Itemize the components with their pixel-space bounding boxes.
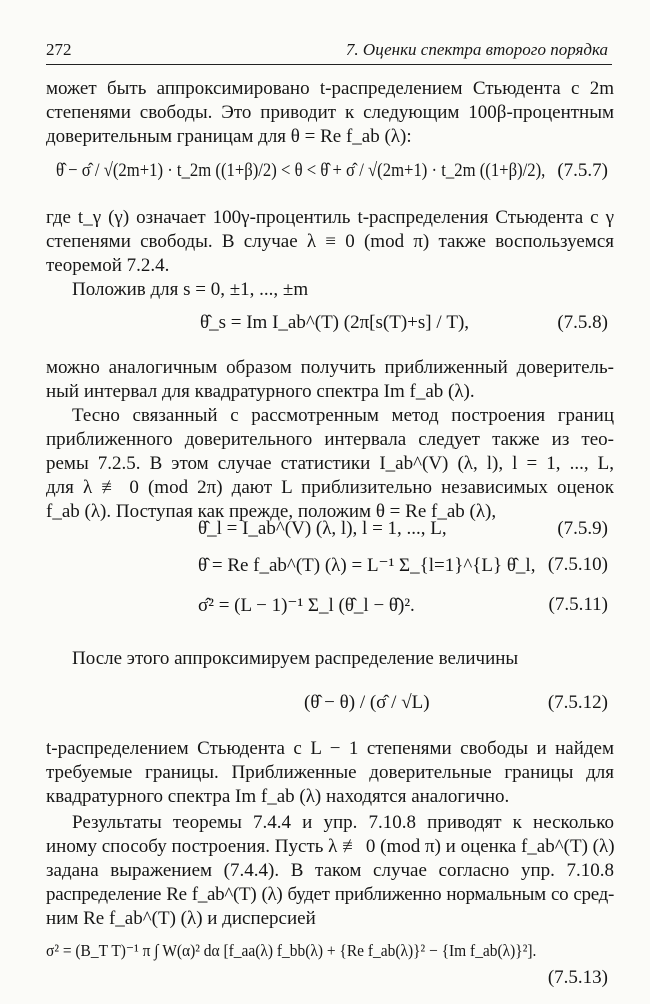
equation-7-5-11: [46, 588, 614, 628]
paragraph-5-line-5: f_ab (λ). Поступая как прежде, положим θ = Re f_ab (λ),: [46, 501, 497, 522]
paragraph-2-line-3: теоремой 7.2.4.: [46, 255, 170, 276]
equation-7-5-9: [46, 514, 614, 544]
paragraph-6-line-1: После этого аппроксимируем распределение величины: [72, 648, 519, 669]
paragraph-3-line-1: Положив для s = 0, ±1, ..., ±m: [72, 279, 309, 300]
paragraph-8-line-5: ним Re f_ab^(T) (λ) и дисперсией: [46, 908, 316, 929]
paragraph-5-line-2: приближенного доверительного интервала следует также из тео-: [46, 429, 614, 450]
paragraph-7-line-1: t-распределением Стьюдента с L − 1 степенями свободы и найдем: [46, 738, 614, 759]
running-title: 7. Оценки спектра второго порядка: [345, 40, 608, 59]
paragraph-8-line-2: иному способу построения. Пусть λ ≢ 0 (mod π) и оценка f_ab^(T) (λ): [46, 836, 615, 857]
paragraph-7-line-2: требуемые границы. Приближенные доверительные границы для: [46, 762, 614, 783]
equation-7-5-8: [46, 302, 614, 344]
paragraph-4-line-1: можно аналогичным образом получить приближенный доверитель-: [46, 357, 614, 378]
paragraph-2-line-1: где t_γ (γ) означает 100γ-процентиль t-распределения Стьюдента с γ: [46, 207, 614, 228]
equation-tag-7-5-11: (7.5.11): [548, 594, 608, 615]
equation-7-5-9-body: θ̂_l = I_ab^(V) (λ, l), l = 1, ..., L,: [198, 518, 447, 539]
equation-tag-7-5-7: (7.5.7): [557, 160, 608, 181]
equation-7-5-12: [46, 678, 614, 730]
paragraph-8-line-1: Результаты теоремы 7.4.4 и упр. 7.10.8 приводят к несколько: [72, 812, 614, 833]
equation-7-5-10-body: θ̂ = Re f_ab^(T) (λ) = L⁻¹ Σ_{l=1}^{L} θ̂_l,: [198, 555, 536, 576]
paragraph-7-line-3: квадратурного спектра Im f_ab (λ) находятся аналогично.: [46, 786, 510, 807]
paragraph-8-line-4: распределение Re f_ab^(T) (λ) будет приближенно нормальным со сред-: [46, 884, 614, 905]
equation-7-5-7-body: θ̂ − σ̂ / √(2m+1) · t_2m ((1+β)/2) < θ < θ̂ + σ̂ / √(2m+1) · t_2m ((1+β)/2),: [56, 160, 546, 181]
equation-7-5-8-body: θ̂_s = Im I_ab^(T) (2π[s(T)+s] / T),: [200, 312, 470, 333]
equation-7-5-7: [46, 150, 614, 200]
paragraph-1-line-2: степенями свободы. Это приводит к следующим 100β-процентным: [46, 102, 614, 123]
running-header: [46, 38, 612, 65]
equation-tag-7-5-13: (7.5.13): [547, 967, 608, 988]
equation-tag-7-5-12: (7.5.12): [547, 692, 608, 713]
equation-7-5-13: [46, 935, 614, 993]
equation-7-5-13-body: σ² = (B_T T)⁻¹ π ∫ W(α)² dα [f_aa(λ) f_bb(λ) + {Re f_ab(λ)}² − {Im f_ab(λ)}²].: [46, 941, 537, 960]
paragraph-8-line-3: задана выражением (7.4.4). В таком случае согласно упр. 7.10.8: [46, 860, 614, 881]
equation-7-5-11-body: σ̂² = (L − 1)⁻¹ Σ_l (θ̂_l − θ̂)².: [198, 595, 415, 616]
page-number: 272: [46, 40, 72, 59]
equation-7-5-10: [46, 544, 614, 588]
equation-7-5-12-body: (θ̂ − θ) / (σ̂ / √L): [304, 692, 430, 713]
equation-tag-7-5-8: (7.5.8): [557, 312, 608, 333]
equation-tag-7-5-9: (7.5.9): [557, 518, 608, 539]
paragraph-1-line-1: может быть аппроксимировано t-распределением Стьюдента с 2m: [46, 78, 614, 99]
paragraph-5-line-3: ремы 7.2.5. В этом случае статистики I_ab^(V) (λ, l), l = 1, ..., L,: [46, 453, 614, 474]
equation-tag-7-5-10: (7.5.10): [547, 554, 608, 575]
paragraph-2-line-2: степенями свободы. В случае λ ≡ 0 (mod π) также воспользуемся: [46, 231, 614, 252]
paragraph-1-line-3: доверительным границам для θ = Re f_ab (λ):: [46, 126, 412, 147]
paragraph-5-line-1: Тесно связанный с рассмотренным метод построения границ: [72, 405, 614, 426]
paragraph-5-line-4: для λ ≢ 0 (mod 2π) дают L приблизительно независимых оценок: [46, 477, 614, 498]
paragraph-4-line-2: ный интервал для квадратурного спектра Im f_ab (λ).: [46, 381, 475, 402]
